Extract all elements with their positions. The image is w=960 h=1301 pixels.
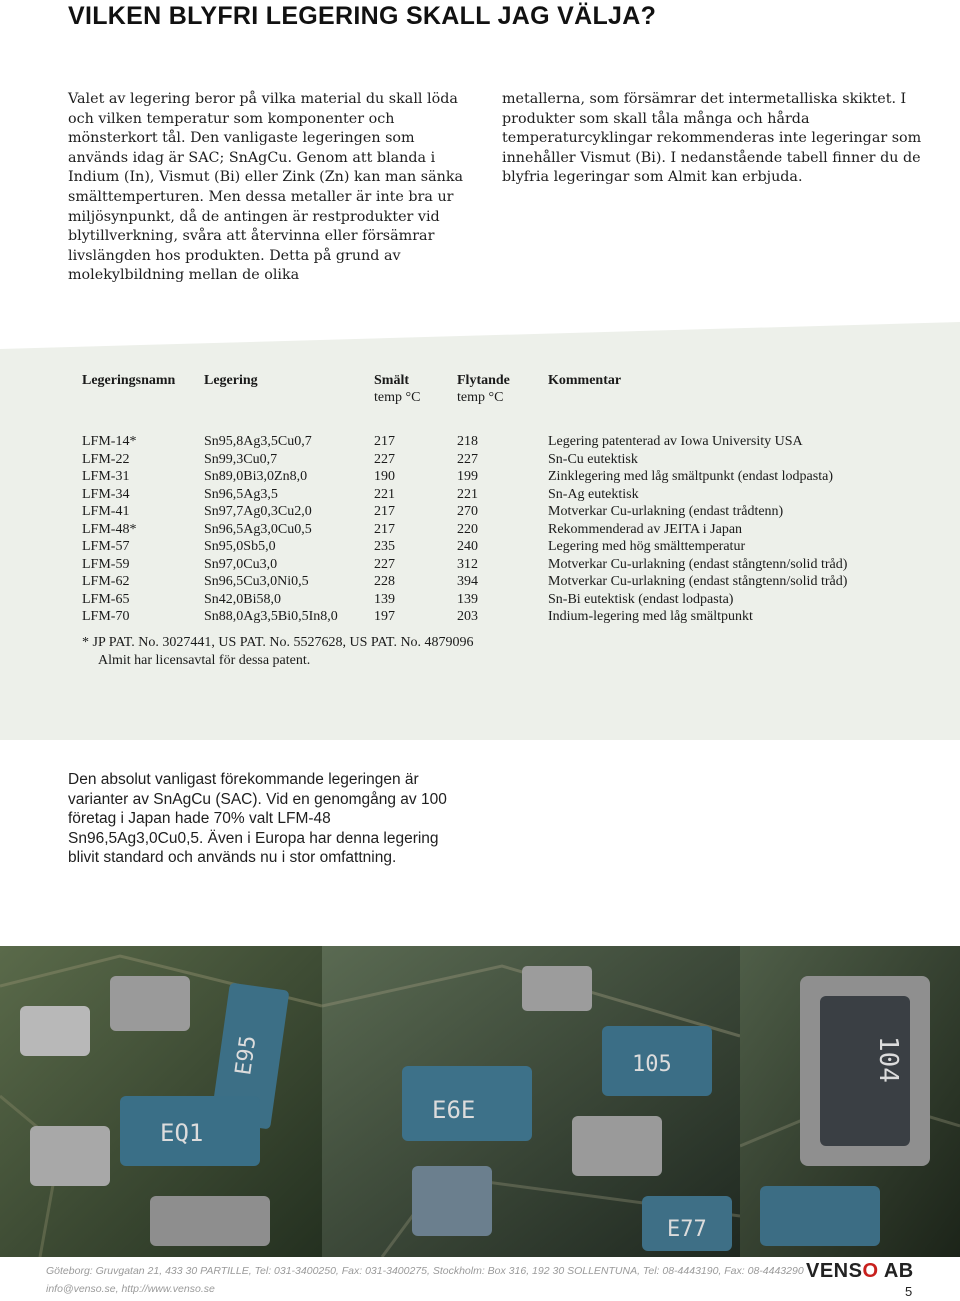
cell-melt: 139 <box>374 591 395 607</box>
table-row <box>82 521 878 539</box>
cell-comment: Indium-legering med låg smältpunkt <box>548 609 753 624</box>
cell-alloy: Sn96,5Ag3,0Cu0,5 <box>204 521 312 537</box>
cell-flow: 270 <box>457 504 478 519</box>
table-row <box>82 433 878 451</box>
component-marking-eq1: EQ1 <box>160 1119 204 1147</box>
cell-alloy: Sn95,8Ag3,5Cu0,7 <box>204 434 312 449</box>
cell-comment: Motverkar Cu-urlakning (endast stångtenn/solid tråd) <box>548 556 848 572</box>
cell-comment: Zinklegering med låg smältpunkt (endast lodpasta) <box>548 469 833 484</box>
table-header-row <box>82 372 878 406</box>
photo-strip <box>0 946 960 1257</box>
cell-flow: 227 <box>457 451 478 467</box>
footer-contact: info@venso.se, http://www.venso.se <box>46 1283 215 1295</box>
cell-melt: 197 <box>374 609 395 624</box>
header-alloy: Legering <box>204 373 258 388</box>
cell-name: LFM-62 <box>82 574 130 589</box>
cell-comment: Legering patenterad av Iowa University USA <box>548 434 803 449</box>
page-number: 5 <box>905 1284 913 1299</box>
cell-name: LFM-59 <box>82 556 130 572</box>
component-marking-104: 104 <box>873 1036 903 1083</box>
cell-alloy: Sn95,0Sb5,0 <box>204 539 276 554</box>
table-row <box>82 451 878 469</box>
table-row <box>82 538 878 556</box>
cell-flow: 139 <box>457 591 478 607</box>
pcb-photo-middle <box>322 946 740 1257</box>
cell-name: LFM-70 <box>82 609 130 624</box>
cell-flow: 199 <box>457 469 478 484</box>
cell-flow: 394 <box>457 574 478 589</box>
cell-alloy: Sn88,0Ag3,5Bi0,5In8,0 <box>204 609 338 624</box>
cell-alloy: Sn97,0Cu3,0 <box>204 556 278 572</box>
patent-footnote <box>82 634 474 670</box>
cell-flow: 312 <box>457 556 478 572</box>
intro-right-column: metallerna, som försämrar det intermetalliska skiktet. I produkter som skall tåla många och hårda temperaturcyklingar rekommenderas inte legeringar som innehåller Vismut (Bi). I nedanstående tabell finner du de blyfria legeringar som Almit kan erbjuda. <box>502 91 922 186</box>
cell-name: LFM-48* <box>82 521 137 537</box>
header-comment: Kommentar <box>548 373 622 388</box>
cell-comment: Motverkar Cu-urlakning (endast trådtenn) <box>548 504 784 519</box>
cell-name: LFM-14* <box>82 434 137 449</box>
component-marking-e95: E95 <box>231 1033 262 1077</box>
cell-flow: 218 <box>457 434 478 449</box>
intro-left-column: Valet av legering beror på vilka material du skall löda och vilken temperatur som komponenter och mönsterkort tål. Den vanligaste legeringen som används idag är SAC; SnAgCu. Genom att blanda i Indium (In), Vismut (Bi) eller Zink (Zn) kan man sänka smälttemperturen. Men dessa metaller är inte bra ur miljösynpunkt, då de antingen är restprodukter vid blytillverkning, svåra att återvinna eller försämrar livslängden hos produkten. Detta på grund av molekylbildning mellan de olika <box>68 91 464 284</box>
cell-alloy: Sn89,0Bi3,0Zn8,0 <box>204 469 308 484</box>
cell-flow: 221 <box>457 486 478 502</box>
alloy-table <box>82 372 878 626</box>
cell-flow: 240 <box>457 539 478 554</box>
cell-melt: 227 <box>374 451 395 467</box>
cell-alloy: Sn42,0Bi58,0 <box>204 591 282 607</box>
page-title: VILKEN BLYFRI LEGERING SKALL JAG VÄLJA? <box>68 2 657 30</box>
cell-comment: Sn-Ag eutektisk <box>548 486 639 502</box>
summary-paragraph: Den absolut vanligast förekommande legeringen är varianter av SnAgCu (SAC). Vid en genomgång av 100 företag i Japan hade 70% valt LFM-48 Sn96,5Ag3,0Cu0,5. Även i Europa har denna legering blivit standard och används nu i stor omfattning. <box>68 771 447 867</box>
cell-melt: 227 <box>374 556 395 572</box>
cell-name: LFM-65 <box>82 591 130 607</box>
cell-alloy: Sn97,7Ag0,3Cu2,0 <box>204 504 312 519</box>
page-footer <box>0 1257 960 1301</box>
header-flow-temp: Flytande temp °C <box>457 373 510 405</box>
cell-melt: 217 <box>374 521 395 537</box>
venso-logo: VENSO AB <box>806 1260 914 1282</box>
cell-melt: 217 <box>374 504 395 519</box>
cell-melt: 228 <box>374 574 395 589</box>
cell-alloy: Sn96,5Cu3,0Ni0,5 <box>204 574 309 589</box>
footnote-line-1: * JP PAT. No. 3027441, US PAT. No. 5527628, US PAT. No. 4879096 <box>82 635 474 650</box>
table-row <box>82 573 878 591</box>
table-row <box>82 503 878 521</box>
cell-melt: 221 <box>374 486 395 502</box>
component-marking-105: 105 <box>632 1052 672 1077</box>
cell-melt: 235 <box>374 539 395 554</box>
pcb-photo-left <box>0 946 322 1257</box>
component-marking-e77: E77 <box>667 1217 707 1242</box>
cell-alloy: Sn99,3Cu0,7 <box>204 451 278 467</box>
cell-comment: Sn-Cu eutektisk <box>548 451 638 467</box>
cell-comment: Motverkar Cu-urlakning (endast stångtenn/solid tråd) <box>548 574 848 589</box>
cell-melt: 217 <box>374 434 395 449</box>
footer-address: Göteborg: Gruvgatan 21, 433 30 PARTILLE, Tel: 031-3400250, Fax: 031-3400275, Stockholm: Box 316, 192 30 SOLLENTUNA, Tel: 08-4443190, Fax: 08-4443290 <box>46 1265 804 1277</box>
table-row <box>82 556 878 574</box>
cell-name: LFM-22 <box>82 451 130 467</box>
header-melt-temp: Smält temp °C <box>374 373 421 405</box>
cell-melt: 190 <box>374 469 395 484</box>
cell-comment: Sn-Bi eutektisk (endast lodpasta) <box>548 591 734 607</box>
table-row <box>82 591 878 609</box>
cell-name: LFM-31 <box>82 469 130 484</box>
cell-flow: 220 <box>457 521 478 537</box>
header-name: Legeringsnamn <box>82 373 176 388</box>
cell-flow: 203 <box>457 609 478 624</box>
table-row <box>82 468 878 486</box>
table-row <box>82 608 878 626</box>
table-row <box>82 486 878 504</box>
component-marking-e6e: E6E <box>432 1096 476 1124</box>
cell-comment: Rekommenderad av JEITA i Japan <box>548 521 743 537</box>
pcb-photo-right <box>740 946 960 1257</box>
cell-alloy: Sn96,5Ag3,5 <box>204 486 278 502</box>
cell-name: LFM-34 <box>82 486 130 502</box>
cell-comment: Legering med hög smälttemperatur <box>548 539 746 554</box>
cell-name: LFM-41 <box>82 504 130 519</box>
cell-name: LFM-57 <box>82 539 130 554</box>
footnote-line-2: Almit har licensavtal för dessa patent. <box>98 653 311 668</box>
